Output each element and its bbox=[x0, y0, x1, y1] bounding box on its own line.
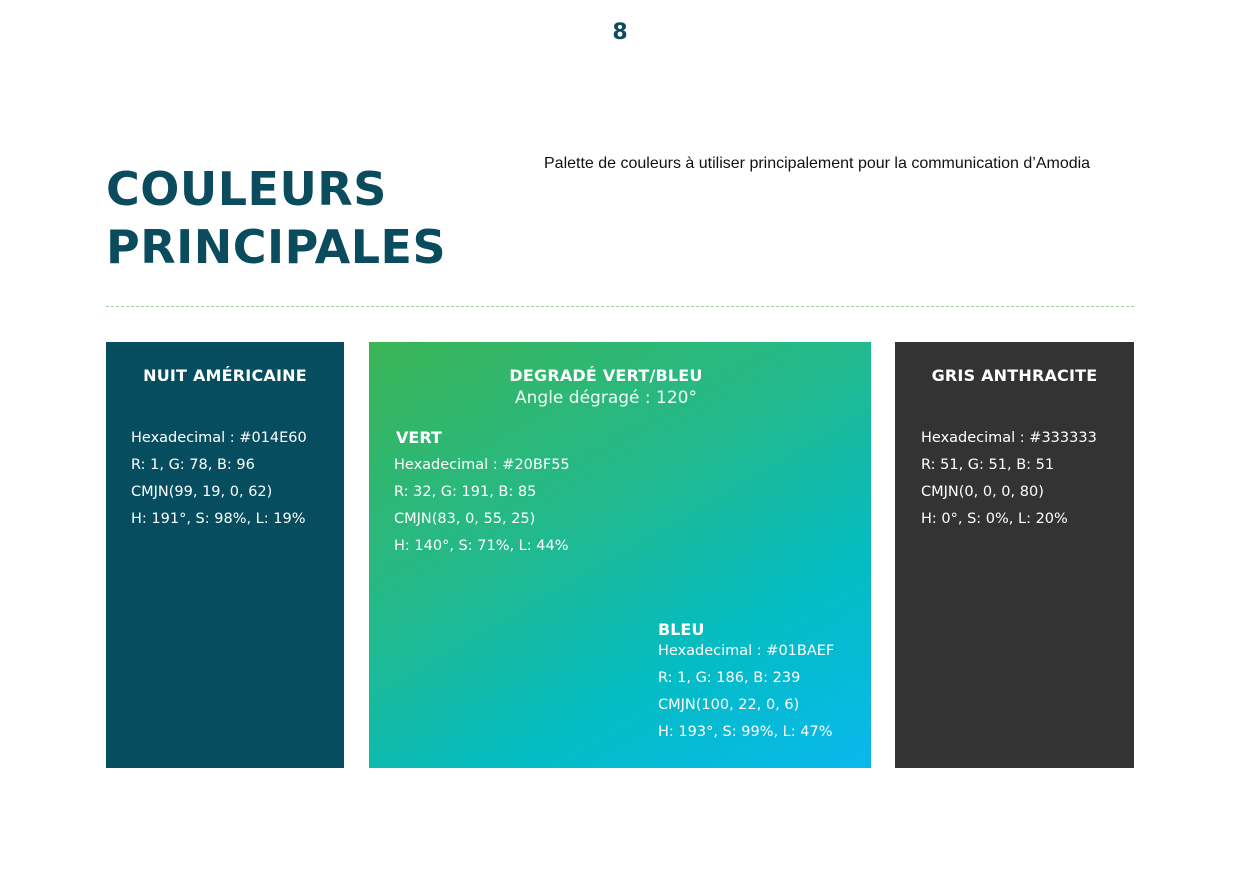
rgb-value: R: 32, G: 191, B: 85 bbox=[394, 484, 537, 500]
color-specs bbox=[921, 425, 1097, 533]
color-card-nuit-americaine bbox=[106, 342, 344, 768]
cmjn-value: CMJN(0, 0, 0, 80) bbox=[921, 484, 1044, 500]
vert-title: VERT bbox=[396, 428, 442, 447]
color-card-degrade-vert-bleu bbox=[369, 342, 871, 768]
hsl-value: H: 0°, S: 0%, L: 20% bbox=[921, 511, 1068, 527]
hsl-value: H: 140°, S: 71%, L: 44% bbox=[394, 538, 569, 554]
hsl-value: H: 193°, S: 99%, L: 47% bbox=[658, 724, 833, 740]
hex-value: Hexadecimal : #333333 bbox=[921, 430, 1097, 446]
color-specs bbox=[131, 425, 307, 533]
cmjn-value: CMJN(83, 0, 55, 25) bbox=[394, 511, 536, 527]
cmjn-value: CMJN(99, 19, 0, 62) bbox=[131, 484, 273, 500]
card-subtitle: Angle dégragé : 120° bbox=[515, 388, 697, 408]
rgb-value: R: 51, G: 51, B: 51 bbox=[921, 457, 1055, 473]
bleu-title: BLEU bbox=[658, 620, 705, 639]
page-subtitle: Palette de couleurs à utiliser principalement pour la communication d’Amodia bbox=[544, 155, 1091, 172]
rgb-value: R: 1, G: 78, B: 96 bbox=[131, 457, 255, 473]
page-title bbox=[106, 160, 446, 276]
title-line-2: PRINCIPALES bbox=[106, 220, 447, 274]
hex-value: Hexadecimal : #01BAEF bbox=[658, 643, 835, 659]
vert-specs bbox=[394, 452, 570, 560]
card-title: DEGRADÉ VERT/BLEU bbox=[509, 366, 703, 385]
color-card-gris-anthracite bbox=[895, 342, 1134, 768]
card-title: GRIS ANTHRACITE bbox=[931, 366, 1098, 385]
bleu-specs bbox=[658, 638, 834, 746]
title-line-1: COULEURS bbox=[106, 162, 387, 216]
hex-value: Hexadecimal : #20BF55 bbox=[394, 457, 570, 473]
rgb-value: R: 1, G: 186, B: 239 bbox=[658, 670, 801, 686]
page-number: 8 bbox=[612, 20, 628, 45]
hex-value: Hexadecimal : #014E60 bbox=[131, 430, 307, 446]
hsl-value: H: 191°, S: 98%, L: 19% bbox=[131, 511, 306, 527]
card-title: NUIT AMÉRICAINE bbox=[143, 366, 307, 385]
cmjn-value: CMJN(100, 22, 0, 6) bbox=[658, 697, 800, 713]
dashed-divider bbox=[106, 306, 1134, 307]
